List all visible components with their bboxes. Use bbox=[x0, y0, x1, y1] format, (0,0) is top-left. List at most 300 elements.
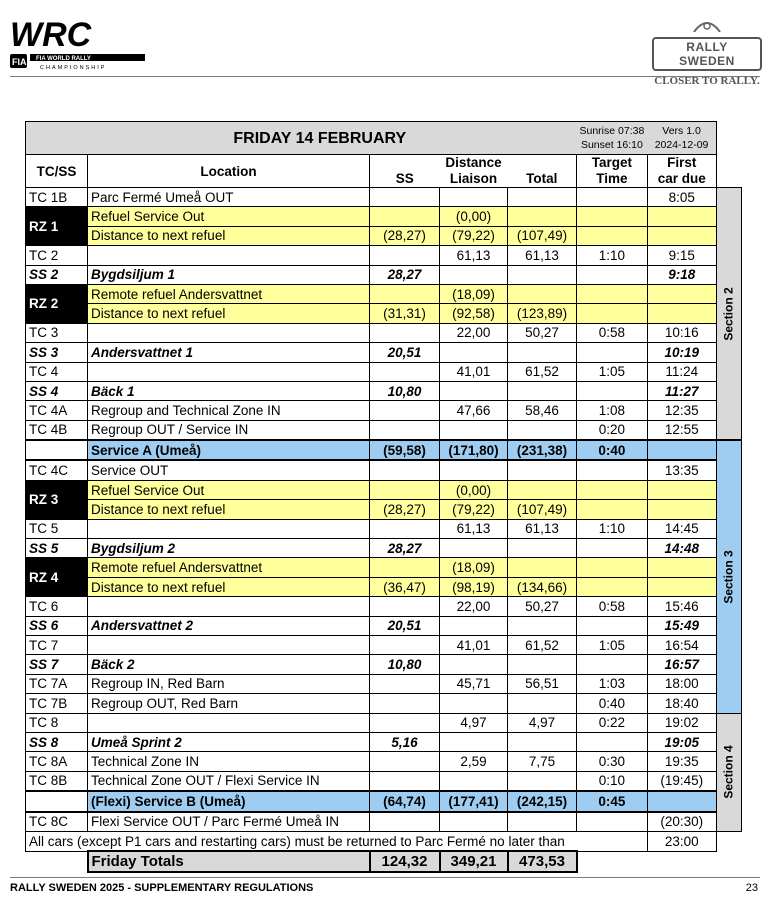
totals-label: Friday Totals bbox=[88, 851, 370, 871]
row-liaison-distance: 45,71 bbox=[440, 674, 508, 693]
row-liaison-distance: (177,41) bbox=[440, 791, 508, 811]
table-row bbox=[26, 577, 742, 596]
rz-id: RZ 3 bbox=[26, 480, 88, 519]
row-target-time bbox=[577, 460, 648, 480]
row-ss-distance bbox=[370, 420, 440, 440]
stage-row bbox=[26, 539, 742, 558]
row-id: TC 8B bbox=[26, 771, 88, 791]
row-first-car-due: 14:45 bbox=[647, 519, 716, 538]
row-liaison-distance: (98,19) bbox=[440, 577, 508, 596]
col-first-car-due bbox=[647, 155, 716, 188]
row-id: TC 7B bbox=[26, 694, 88, 713]
row-ss-distance: (59,58) bbox=[370, 440, 440, 460]
row-location bbox=[88, 635, 370, 654]
row-liaison-distance: 47,66 bbox=[440, 401, 508, 420]
row-total-distance: 50,27 bbox=[508, 597, 577, 616]
slogan: CLOSER TO RALLY. bbox=[654, 75, 760, 87]
table-row bbox=[26, 771, 742, 791]
row-liaison-distance: (171,80) bbox=[440, 440, 508, 460]
return-note: All cars (except P1 cars and restarting cars) must be returned to Parc Fermé no later than bbox=[26, 831, 648, 851]
row-total-distance bbox=[508, 381, 577, 400]
sun-times bbox=[577, 122, 648, 155]
row-ss-distance: 28,27 bbox=[370, 265, 440, 284]
row-id: SS 3 bbox=[26, 343, 88, 362]
row-ss-distance bbox=[370, 207, 440, 226]
row-total-distance bbox=[508, 539, 577, 558]
row-liaison-distance bbox=[440, 460, 508, 480]
row-location: Regroup IN, Red Barn bbox=[88, 674, 370, 693]
wrc-logo bbox=[10, 16, 145, 77]
row-target-time bbox=[577, 732, 648, 751]
row-id: SS 2 bbox=[26, 265, 88, 284]
row-location: Andersvattnet 1 bbox=[88, 343, 370, 362]
row-ss-distance bbox=[370, 713, 440, 732]
row-location: Service OUT bbox=[88, 460, 370, 480]
row-ss-distance: (28,27) bbox=[370, 226, 440, 245]
row-first-car-due: 15:49 bbox=[647, 616, 716, 635]
row-target-time: 1:03 bbox=[577, 674, 648, 693]
title-row bbox=[26, 122, 742, 155]
spacer bbox=[716, 831, 741, 851]
row-first-car-due: 8:05 bbox=[647, 188, 716, 207]
row-total-distance bbox=[508, 616, 577, 635]
row-id bbox=[26, 440, 88, 460]
row-location bbox=[88, 323, 370, 342]
row-total-distance: (107,49) bbox=[508, 500, 577, 519]
row-total-distance: 7,75 bbox=[508, 752, 577, 771]
table-row bbox=[26, 362, 742, 381]
row-location: Distance to next refuel bbox=[88, 304, 370, 323]
section-marker bbox=[716, 713, 741, 831]
table-row bbox=[26, 226, 742, 245]
row-target-time: 1:10 bbox=[577, 246, 648, 265]
row-liaison-distance: (18,09) bbox=[440, 284, 508, 303]
note-row bbox=[26, 831, 742, 851]
version-info bbox=[647, 122, 716, 155]
version: Vers 1.0 bbox=[662, 125, 701, 137]
row-id: TC 4A bbox=[26, 401, 88, 420]
row-liaison-distance bbox=[440, 381, 508, 400]
row-liaison-distance bbox=[440, 265, 508, 284]
col-total: Total bbox=[508, 155, 577, 188]
row-ss-distance bbox=[370, 635, 440, 654]
section-label: Section 4 bbox=[721, 745, 736, 799]
row-first-car-due bbox=[647, 440, 716, 460]
totals-ss: 124,32 bbox=[370, 851, 440, 871]
row-ss-distance bbox=[370, 694, 440, 713]
row-location: Remote refuel Andersvattnet bbox=[88, 284, 370, 303]
row-ss-distance: 5,16 bbox=[370, 732, 440, 751]
row-target-time bbox=[577, 304, 648, 323]
row-ss-distance bbox=[370, 362, 440, 381]
championship-line1: FIA WORLD RALLY bbox=[36, 56, 91, 62]
row-first-car-due: 19:05 bbox=[647, 732, 716, 751]
col-time-label: Time bbox=[596, 171, 628, 186]
col-ss: SS bbox=[370, 155, 440, 188]
row-total-distance bbox=[508, 343, 577, 362]
row-first-car-due: 9:18 bbox=[647, 265, 716, 284]
row-liaison-distance: 22,00 bbox=[440, 597, 508, 616]
row-total-distance bbox=[508, 188, 577, 207]
table-row bbox=[26, 500, 742, 519]
spacer bbox=[716, 155, 741, 188]
row-location: Remote refuel Andersvattnet bbox=[88, 558, 370, 577]
row-location bbox=[88, 519, 370, 538]
table-row bbox=[26, 284, 742, 303]
row-target-time bbox=[577, 226, 648, 245]
col-target-label: Target bbox=[591, 155, 633, 170]
row-liaison-distance: (0,00) bbox=[440, 207, 508, 226]
row-liaison-distance: (79,22) bbox=[440, 500, 508, 519]
fia-badge: FIA bbox=[12, 57, 27, 67]
row-total-distance bbox=[508, 420, 577, 440]
row-target-time: 1:10 bbox=[577, 519, 648, 538]
row-total-distance: 56,51 bbox=[508, 674, 577, 693]
stage-row bbox=[26, 732, 742, 751]
row-first-car-due bbox=[647, 226, 716, 245]
table-row bbox=[26, 519, 742, 538]
row-target-time bbox=[577, 812, 648, 832]
row-ss-distance bbox=[370, 771, 440, 791]
row-ss-distance bbox=[370, 674, 440, 693]
row-target-time bbox=[577, 558, 648, 577]
row-total-distance: (231,38) bbox=[508, 440, 577, 460]
row-liaison-distance bbox=[440, 732, 508, 751]
row-target-time: 0:58 bbox=[577, 597, 648, 616]
row-total-distance: (123,89) bbox=[508, 304, 577, 323]
row-total-distance: 58,46 bbox=[508, 401, 577, 420]
table-row bbox=[26, 597, 742, 616]
row-total-distance bbox=[508, 207, 577, 226]
row-id: TC 1B bbox=[26, 188, 88, 207]
row-location: Flexi Service OUT / Parc Fermé Umeå IN bbox=[88, 812, 370, 832]
row-liaison-distance: (92,58) bbox=[440, 304, 508, 323]
row-location bbox=[88, 597, 370, 616]
table-row bbox=[26, 480, 742, 499]
row-id: TC 5 bbox=[26, 519, 88, 538]
row-id: TC 7A bbox=[26, 674, 88, 693]
spacer bbox=[716, 122, 741, 155]
table-row bbox=[26, 713, 742, 732]
table-row bbox=[26, 694, 742, 713]
sunrise: Sunrise 07:38 bbox=[579, 125, 645, 137]
row-total-distance bbox=[508, 460, 577, 480]
row-id: TC 4 bbox=[26, 362, 88, 381]
row-total-distance: 50,27 bbox=[508, 323, 577, 342]
row-ss-distance bbox=[370, 246, 440, 265]
row-id bbox=[26, 791, 88, 811]
rz-id: RZ 1 bbox=[26, 207, 88, 246]
table-row bbox=[26, 304, 742, 323]
section-label: Section 2 bbox=[721, 286, 736, 341]
row-first-car-due: 11:24 bbox=[647, 362, 716, 381]
table-row bbox=[26, 558, 742, 577]
row-ss-distance: (64,74) bbox=[370, 791, 440, 811]
stage-row bbox=[26, 265, 742, 284]
row-ss-distance: (31,31) bbox=[370, 304, 440, 323]
row-first-car-due: (20:30) bbox=[647, 812, 716, 832]
table-row bbox=[26, 246, 742, 265]
row-target-time bbox=[577, 265, 648, 284]
row-first-car-due bbox=[647, 500, 716, 519]
row-ss-distance: (36,47) bbox=[370, 577, 440, 596]
row-liaison-distance bbox=[440, 771, 508, 791]
col-car-due-label: car due bbox=[657, 171, 706, 186]
row-location: Umeå Sprint 2 bbox=[88, 732, 370, 751]
row-target-time: 0:40 bbox=[577, 440, 648, 460]
row-location: Technical Zone IN bbox=[88, 752, 370, 771]
row-ss-distance: 28,27 bbox=[370, 539, 440, 558]
row-id: TC 4B bbox=[26, 420, 88, 440]
footer-divider bbox=[10, 877, 760, 878]
itinerary-table bbox=[25, 121, 742, 873]
row-total-distance bbox=[508, 480, 577, 499]
row-first-car-due: 13:35 bbox=[647, 460, 716, 480]
row-first-car-due: 11:27 bbox=[647, 381, 716, 400]
row-liaison-distance: 22,00 bbox=[440, 323, 508, 342]
row-first-car-due: 10:16 bbox=[647, 323, 716, 342]
row-target-time bbox=[577, 616, 648, 635]
row-ss-distance: 20,51 bbox=[370, 616, 440, 635]
row-liaison-distance: 61,13 bbox=[440, 519, 508, 538]
row-total-distance bbox=[508, 694, 577, 713]
stage-row bbox=[26, 616, 742, 635]
row-target-time: 1:05 bbox=[577, 362, 648, 381]
row-location: Regroup OUT, Red Barn bbox=[88, 694, 370, 713]
row-target-time bbox=[577, 655, 648, 674]
row-target-time: 0:22 bbox=[577, 713, 648, 732]
row-target-time bbox=[577, 500, 648, 519]
row-ss-distance bbox=[370, 558, 440, 577]
row-first-car-due bbox=[647, 304, 716, 323]
stage-row bbox=[26, 343, 742, 362]
row-ss-distance bbox=[370, 480, 440, 499]
row-id: TC 8A bbox=[26, 752, 88, 771]
row-ss-distance bbox=[370, 460, 440, 480]
row-target-time: 0:10 bbox=[577, 771, 648, 791]
stage-row bbox=[26, 381, 742, 400]
row-location: Refuel Service Out bbox=[88, 480, 370, 499]
row-target-time: 1:05 bbox=[577, 635, 648, 654]
row-location: Parc Fermé Umeå OUT bbox=[88, 188, 370, 207]
row-total-distance: (134,66) bbox=[508, 577, 577, 596]
row-total-distance bbox=[508, 558, 577, 577]
row-liaison-distance bbox=[440, 539, 508, 558]
spacer bbox=[26, 851, 88, 871]
row-id: TC 4C bbox=[26, 460, 88, 480]
row-total-distance: 61,52 bbox=[508, 635, 577, 654]
row-id: TC 7 bbox=[26, 635, 88, 654]
return-note-time: 23:00 bbox=[647, 831, 716, 851]
row-id: SS 7 bbox=[26, 655, 88, 674]
row-first-car-due: 18:40 bbox=[647, 694, 716, 713]
row-ss-distance bbox=[370, 401, 440, 420]
row-location: Distance to next refuel bbox=[88, 577, 370, 596]
row-target-time bbox=[577, 188, 648, 207]
row-id: TC 3 bbox=[26, 323, 88, 342]
row-id: SS 4 bbox=[26, 381, 88, 400]
table-row bbox=[26, 420, 742, 440]
spacer bbox=[577, 851, 742, 871]
row-liaison-distance: 41,01 bbox=[440, 362, 508, 381]
sunset: Sunset 16:10 bbox=[580, 139, 643, 151]
row-liaison-distance bbox=[440, 343, 508, 362]
row-ss-distance bbox=[370, 752, 440, 771]
row-location: Regroup and Technical Zone IN bbox=[88, 401, 370, 420]
row-liaison-distance: (0,00) bbox=[440, 480, 508, 499]
row-liaison-distance: (79,22) bbox=[440, 226, 508, 245]
row-first-car-due bbox=[647, 791, 716, 811]
row-location: Regroup OUT / Service IN bbox=[88, 420, 370, 440]
row-id: SS 8 bbox=[26, 732, 88, 751]
row-first-car-due: 12:35 bbox=[647, 401, 716, 420]
row-location bbox=[88, 246, 370, 265]
row-target-time bbox=[577, 480, 648, 499]
row-target-time bbox=[577, 343, 648, 362]
itinerary-rows bbox=[26, 188, 742, 832]
row-target-time: 0:45 bbox=[577, 791, 648, 811]
footer-title: RALLY SWEDEN 2025 - SUPPLEMENTARY REGULATIONS bbox=[10, 882, 314, 894]
row-total-distance: (242,15) bbox=[508, 791, 577, 811]
row-first-car-due: 16:54 bbox=[647, 635, 716, 654]
section-marker bbox=[716, 188, 741, 441]
row-target-time bbox=[577, 539, 648, 558]
row-first-car-due bbox=[647, 577, 716, 596]
row-total-distance bbox=[508, 265, 577, 284]
row-first-car-due bbox=[647, 284, 716, 303]
row-liaison-distance bbox=[440, 655, 508, 674]
wrc-logo-text: WRC bbox=[10, 16, 92, 54]
page-number: 23 bbox=[745, 882, 758, 894]
row-liaison-distance: 41,01 bbox=[440, 635, 508, 654]
row-first-car-due: 19:02 bbox=[647, 713, 716, 732]
row-first-car-due bbox=[647, 480, 716, 499]
row-ss-distance: 20,51 bbox=[370, 343, 440, 362]
row-location: Bäck 1 bbox=[88, 381, 370, 400]
row-location: Service A (Umeå) bbox=[88, 440, 370, 460]
row-target-time bbox=[577, 381, 648, 400]
row-ss-distance bbox=[370, 519, 440, 538]
wrc-logo-icon bbox=[10, 16, 145, 72]
col-liaison bbox=[440, 155, 508, 188]
table-row bbox=[26, 635, 742, 654]
row-target-time: 0:40 bbox=[577, 694, 648, 713]
section-marker bbox=[716, 440, 741, 713]
table-row bbox=[26, 188, 742, 207]
row-first-car-due: 12:55 bbox=[647, 420, 716, 440]
row-location bbox=[88, 713, 370, 732]
row-id: TC 2 bbox=[26, 246, 88, 265]
day-title: FRIDAY 14 FEBRUARY bbox=[26, 122, 577, 155]
row-total-distance: (107,49) bbox=[508, 226, 577, 245]
row-location bbox=[88, 362, 370, 381]
header-divider bbox=[10, 76, 760, 77]
row-target-time: 0:20 bbox=[577, 420, 648, 440]
row-liaison-distance bbox=[440, 812, 508, 832]
row-total-distance bbox=[508, 812, 577, 832]
row-first-car-due: 16:57 bbox=[647, 655, 716, 674]
row-id: TC 6 bbox=[26, 597, 88, 616]
totals-liaison: 349,21 bbox=[440, 851, 508, 871]
table-row bbox=[26, 207, 742, 226]
table-row bbox=[26, 674, 742, 693]
row-ss-distance: 10,80 bbox=[370, 381, 440, 400]
row-target-time bbox=[577, 284, 648, 303]
row-total-distance bbox=[508, 284, 577, 303]
stage-row bbox=[26, 655, 742, 674]
row-liaison-distance: (18,09) bbox=[440, 558, 508, 577]
col-target-time bbox=[577, 155, 648, 188]
row-first-car-due: 9:15 bbox=[647, 246, 716, 265]
row-total-distance bbox=[508, 732, 577, 751]
row-first-car-due: 10:19 bbox=[647, 343, 716, 362]
col-liaison-label: Liaison bbox=[449, 171, 498, 186]
row-first-car-due: (19:45) bbox=[647, 771, 716, 791]
row-location: Bygdsiljum 2 bbox=[88, 539, 370, 558]
row-total-distance: 61,13 bbox=[508, 246, 577, 265]
row-first-car-due: 15:46 bbox=[647, 597, 716, 616]
row-location: Bäck 2 bbox=[88, 655, 370, 674]
championship-line2: CHAMPIONSHIP bbox=[40, 65, 107, 71]
row-location: Andersvattnet 2 bbox=[88, 616, 370, 635]
row-liaison-distance bbox=[440, 616, 508, 635]
section-label: Section 3 bbox=[721, 550, 736, 604]
row-ss-distance: (28,27) bbox=[370, 500, 440, 519]
rz-id: RZ 2 bbox=[26, 284, 88, 323]
service-row bbox=[26, 440, 742, 460]
row-location: Technical Zone OUT / Flexi Service IN bbox=[88, 771, 370, 791]
row-total-distance: 4,97 bbox=[508, 713, 577, 732]
row-target-time bbox=[577, 207, 648, 226]
row-total-distance: 61,13 bbox=[508, 519, 577, 538]
col-location: Location bbox=[88, 155, 370, 188]
row-location: (Flexi) Service B (Umeå) bbox=[88, 791, 370, 811]
row-target-time bbox=[577, 577, 648, 596]
col-distance-label: Distance bbox=[445, 155, 502, 170]
row-total-distance bbox=[508, 771, 577, 791]
rally-sweden-badge: RALLY SWEDEN bbox=[652, 37, 762, 71]
row-target-time: 0:30 bbox=[577, 752, 648, 771]
row-first-car-due: 18:00 bbox=[647, 674, 716, 693]
row-first-car-due bbox=[647, 558, 716, 577]
row-first-car-due bbox=[647, 207, 716, 226]
row-liaison-distance: 61,13 bbox=[440, 246, 508, 265]
row-location: Distance to next refuel bbox=[88, 226, 370, 245]
table-row bbox=[26, 401, 742, 420]
rz-id: RZ 4 bbox=[26, 558, 88, 597]
row-first-car-due: 19:35 bbox=[647, 752, 716, 771]
table-row bbox=[26, 752, 742, 771]
row-liaison-distance bbox=[440, 188, 508, 207]
row-ss-distance bbox=[370, 284, 440, 303]
row-ss-distance bbox=[370, 597, 440, 616]
row-first-car-due: 14:48 bbox=[647, 539, 716, 558]
row-total-distance: 61,52 bbox=[508, 362, 577, 381]
row-liaison-distance: 2,59 bbox=[440, 752, 508, 771]
row-ss-distance bbox=[370, 323, 440, 342]
row-id: SS 6 bbox=[26, 616, 88, 635]
snowflake-crown-icon bbox=[692, 18, 722, 32]
row-target-time: 0:58 bbox=[577, 323, 648, 342]
version-date: 2024-12-09 bbox=[654, 139, 709, 151]
col-first-label: First bbox=[667, 155, 697, 170]
row-id: SS 5 bbox=[26, 539, 88, 558]
row-ss-distance bbox=[370, 812, 440, 832]
row-id: TC 8C bbox=[26, 812, 88, 832]
totals-row bbox=[26, 851, 742, 871]
table-row bbox=[26, 812, 742, 832]
column-header-row bbox=[26, 155, 742, 188]
